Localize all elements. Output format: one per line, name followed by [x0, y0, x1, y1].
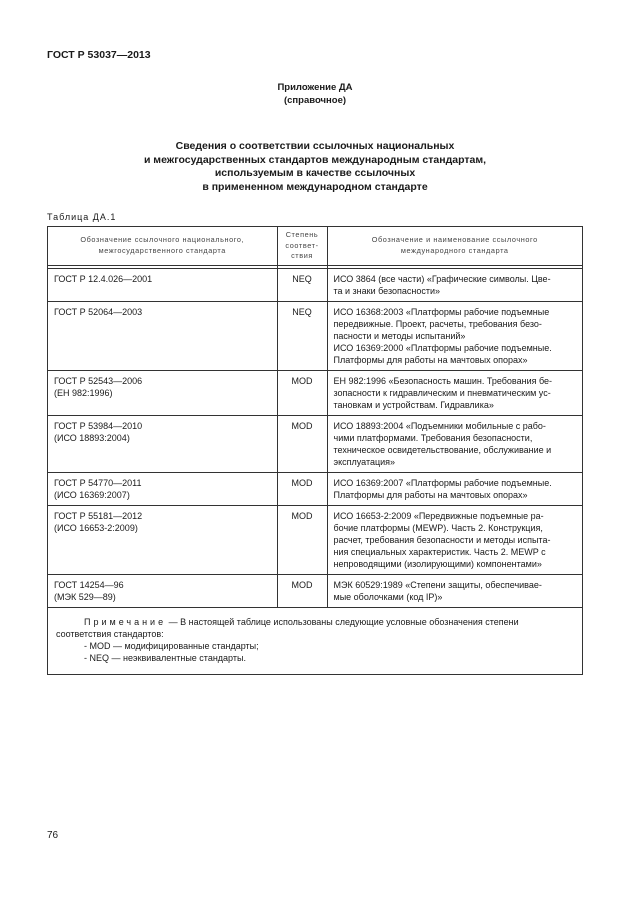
note-list-item: - MOD — модифицированные стандарты; — [84, 640, 259, 651]
national-standard-cell — [48, 301, 278, 370]
cell-text: чими платформами. Требования безопасности, — [333, 432, 533, 443]
header-degree — [277, 227, 327, 266]
cell-text: МЭК 60529:1989 «Степени защиты, обеспечивае- — [333, 579, 542, 590]
cell-text: пасности и методы испытаний» — [333, 330, 466, 341]
header-text: Обозначение ссылочного национального, — [80, 235, 245, 245]
cell-text: ГОСТ Р 52543—2006 — [54, 375, 143, 386]
cell-text: ИСО 16368:2003 «Платформы рабочие подъемные — [333, 306, 550, 317]
cell-text: передвижные. Проект, расчеты, требования безо- — [333, 318, 542, 329]
cell-text: ГОСТ Р 54770—2011 — [54, 477, 142, 488]
header-text: международного стандарта — [400, 245, 509, 255]
cell-text: (ИСО 16653-2:2009) — [54, 522, 138, 533]
page-number: 76 — [47, 830, 59, 841]
note-text-continued: соответствия стандартов: — [56, 628, 164, 639]
header-text: межгосударственного стандарта — [98, 245, 226, 255]
table-header-row — [48, 227, 583, 266]
table-row — [48, 370, 583, 415]
cell-text: техническое освидетельствование, обслуживание и — [333, 444, 552, 455]
cell-text: ИСО 16653-2:2009 «Передвижные подъемные ра- — [333, 510, 544, 521]
cell-text: ГОСТ Р 12.4.026—2001 — [54, 273, 153, 284]
header-national-standard — [48, 227, 278, 266]
section-title-line: используемым в качестве ссылочных — [214, 167, 416, 179]
table-note-row — [48, 607, 583, 674]
table-row — [48, 574, 583, 607]
international-standard-cell — [327, 415, 583, 472]
reference-standards-table — [47, 226, 583, 675]
note-first-line — [84, 616, 574, 628]
cell-text: (ИСО 16369:2007) — [54, 489, 130, 500]
degree-cell: MOD — [277, 505, 327, 574]
cell-text: ГОСТ Р 55181—2012 — [54, 510, 143, 521]
section-title-line: Сведения о соответствии ссылочных национальных — [175, 140, 455, 152]
cell-text: ИСО 18893:2004 «Подъемники мобильные с рабо- — [333, 420, 546, 431]
national-standard-cell — [48, 415, 278, 472]
cell-text: тановкам и устройствам. Гидравлика» — [333, 399, 494, 410]
cell-text: эксплуатация» — [333, 456, 396, 467]
table-row — [48, 268, 583, 301]
cell-text: мые оболочками (код IP)» — [333, 591, 443, 602]
degree-cell: MOD — [277, 415, 327, 472]
cell-text: непроводящими (изолирующими) компонентами» — [333, 558, 542, 569]
section-title — [100, 140, 530, 194]
degree-cell: NEQ — [277, 268, 327, 301]
cell-text: (ЕН 982:1996) — [54, 387, 113, 398]
cell-text: ГОСТ Р 52064—2003 — [54, 306, 143, 317]
cell-text: Платформы для работы на мачтовых опорах» — [333, 489, 528, 500]
degree-cell: MOD — [277, 472, 327, 505]
cell-text: (ИСО 18893:2004) — [54, 432, 130, 443]
national-standard-cell — [48, 574, 278, 607]
national-standard-cell — [48, 268, 278, 301]
cell-text: ния специальных характеристик. Часть 2. MEWP с — [333, 546, 546, 557]
international-standard-cell — [327, 472, 583, 505]
table-row — [48, 415, 583, 472]
cell-text: ГОСТ Р 53984—2010 — [54, 420, 143, 431]
table-caption: Таблица ДА.1 — [47, 212, 117, 222]
header-text: ствия — [291, 251, 313, 260]
cell-text: бочие платформы (MEWP). Часть 2. Конструкция, — [333, 522, 543, 533]
header-text: Обозначение и наименование ссылочного — [371, 235, 538, 245]
national-standard-cell — [48, 505, 278, 574]
header-text: Степень — [285, 230, 319, 239]
international-standard-cell — [327, 268, 583, 301]
table-row — [48, 505, 583, 574]
cell-text: ГОСТ 14254—96 — [54, 579, 124, 590]
cell-text: ИСО 16369:2000 «Платформы рабочие подъемные. — [333, 342, 552, 353]
cell-text: зопасности к гидравлическим и пневматическим ус- — [333, 387, 551, 398]
degree-cell: MOD — [277, 370, 327, 415]
appendix-heading — [0, 81, 630, 107]
national-standard-cell — [48, 472, 278, 505]
note-list-item: - NEQ — неэквивалентные стандарты. — [84, 652, 246, 663]
header-international-standard — [327, 227, 583, 266]
header-text: соответ- — [285, 240, 319, 250]
international-standard-cell — [327, 574, 583, 607]
cell-text: та и знаки безопасности» — [333, 285, 441, 296]
cell-text: ИСО 3864 (все части) «Графические символы. Цве- — [333, 273, 551, 284]
note-label: Примечание — [84, 616, 167, 627]
table-row — [48, 472, 583, 505]
section-title-line: в примененном международном стандарте — [202, 180, 428, 193]
degree-cell: MOD — [277, 574, 327, 607]
cell-text: (МЭК 529—89) — [54, 591, 116, 602]
note-text: — В настоящей таблице использованы следующие условные обозначения степени — [166, 616, 519, 627]
degree-cell: NEQ — [277, 301, 327, 370]
national-standard-cell — [48, 370, 278, 415]
cell-text: ЕН 982:1996 «Безопасность машин. Требования бе- — [333, 375, 553, 386]
section-title-line: и межгосударственных стандартов международным стандартам, — [143, 153, 487, 166]
cell-text: расчет, требования безопасности и методы испыта- — [333, 534, 551, 545]
cell-text: ИСО 16369:2007 «Платформы рабочие подъемные. — [333, 477, 552, 488]
table-row — [48, 301, 583, 370]
document-header: ГОСТ Р 53037—2013 — [47, 49, 151, 61]
appendix-title: Приложение ДА — [277, 82, 353, 93]
appendix-type: (справочное) — [283, 95, 347, 106]
international-standard-cell — [327, 301, 583, 370]
cell-text: Платформы для работы на мачтовых опорах» — [333, 354, 528, 365]
international-standard-cell — [327, 370, 583, 415]
international-standard-cell — [327, 505, 583, 574]
table-note — [48, 607, 583, 674]
